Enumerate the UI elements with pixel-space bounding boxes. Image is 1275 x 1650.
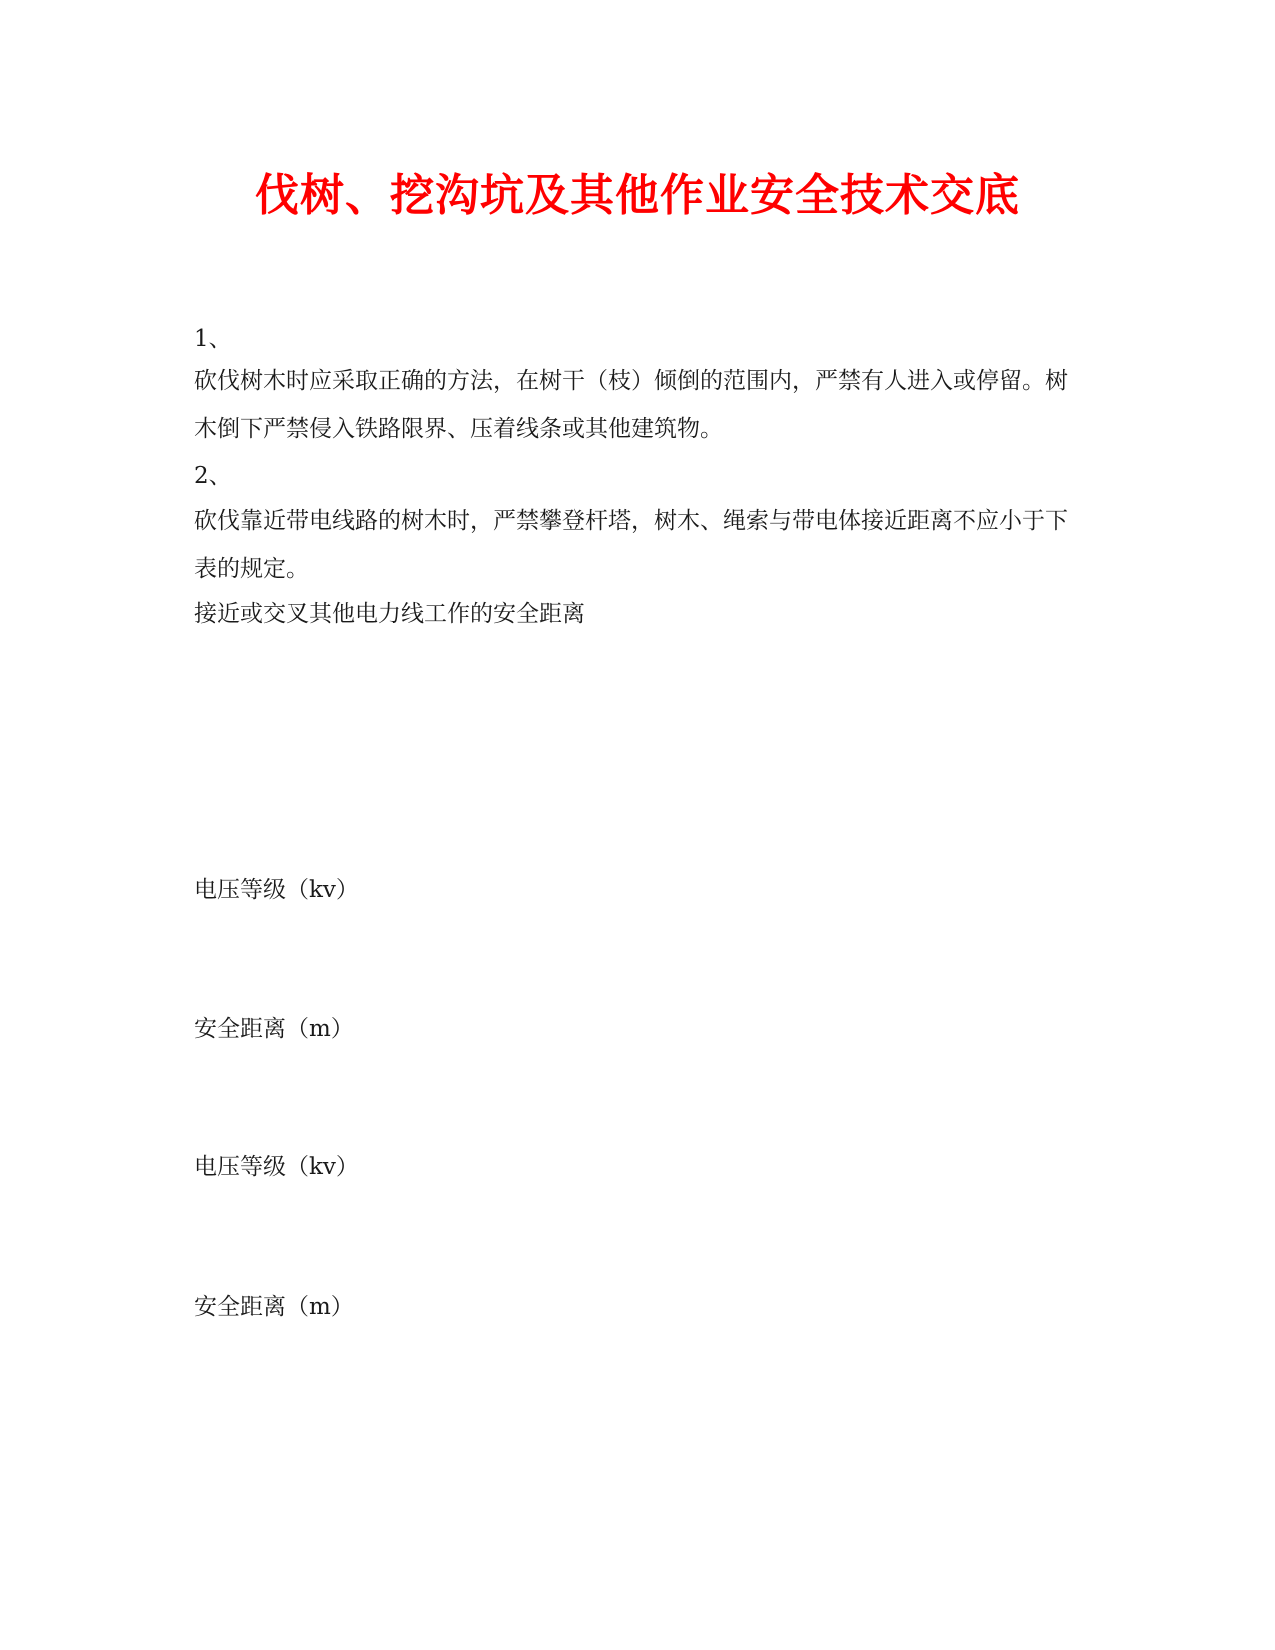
table-label-voltage: 电压等级（kv） [194, 877, 359, 903]
document-title: 伐树、挖沟坑及其他作业安全技术交底 [255, 170, 1020, 221]
item-number: 2、 [194, 463, 232, 489]
table-label-voltage: 电压等级（kv） [194, 1154, 359, 1180]
item-number: 1、 [194, 326, 232, 352]
table-label-distance: 安全距离（m） [194, 1016, 354, 1042]
item-text: 砍伐树木时应采取正确的方法，在树干（枝）倾倒的范围内，严禁有人进入或停留。树木倒下严禁侵入铁路限界、压着线条或其他建筑物。 [194, 368, 1068, 442]
item-text: 砍伐靠近带电线路的树木时，严禁攀登杆塔，树木、绳索与带电体接近距离不应小于下表的规定。 [194, 508, 1068, 582]
table-caption: 接近或交叉其他电力线工作的安全距离 [194, 601, 585, 627]
table-label-distance: 安全距离（m） [194, 1294, 354, 1320]
